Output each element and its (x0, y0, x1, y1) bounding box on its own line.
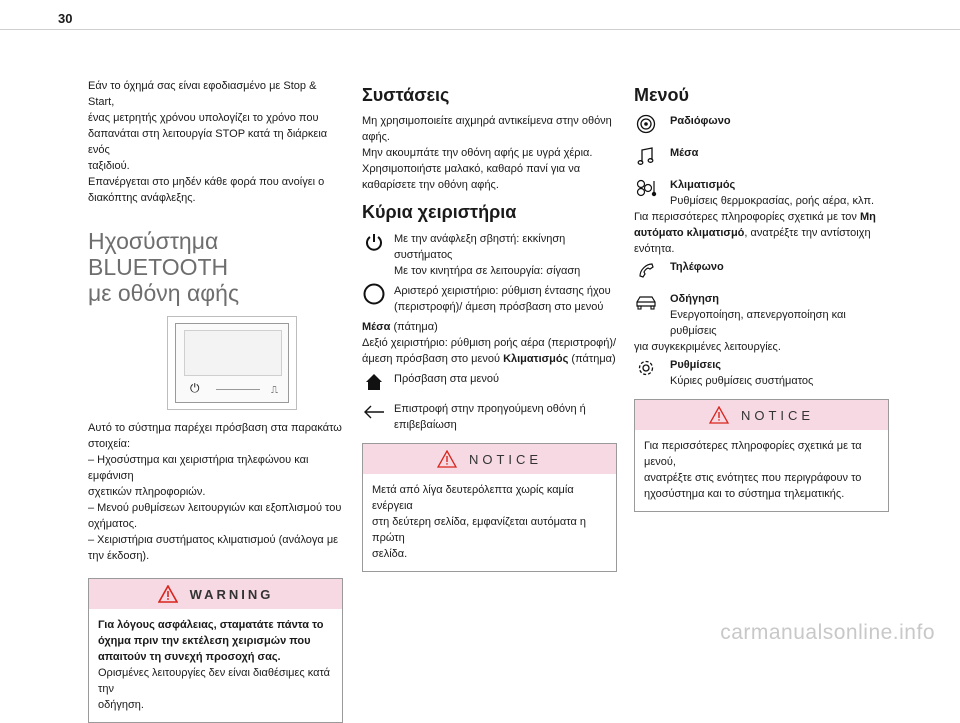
warning-line: οδήγηση. (98, 699, 144, 711)
phone-label: Τηλέφωνο (670, 261, 724, 273)
back-text (394, 401, 586, 433)
header-rule (0, 29, 960, 30)
right-knob-pre: άμεση πρόσβαση στο μενού (362, 353, 504, 365)
back-arrow-icon (362, 401, 386, 423)
knob-icon (362, 283, 386, 305)
climate-text (670, 177, 874, 209)
rec-line: Μην ακουμπάτε την οθόνη αφής με υγρά χέρια. (362, 147, 593, 159)
usb-icon: ⎍ (271, 385, 278, 396)
section-heading-recommendations: Συστάσεις (362, 85, 450, 105)
body-line: οχήματος. (88, 518, 138, 530)
body-line: σχετικών πληροφοριών. (88, 486, 206, 498)
warning-header (89, 579, 342, 609)
menu-climate (634, 177, 889, 209)
car-icon (634, 291, 658, 313)
climate-desc: Ρυθμίσεις θερμοκρασίας, ροής αέρα, κλπ. (670, 195, 875, 207)
menu-settings (634, 357, 889, 389)
gear-icon (634, 357, 658, 379)
climate-label: Κλιματισμός (670, 179, 736, 191)
driving-desc: Ενεργοποίηση, απενεργοποίηση και ρυθμίσεις (670, 309, 846, 337)
notice-box (362, 443, 617, 572)
column-2 (362, 84, 617, 572)
notice-line: ηχοσύστημα και το σύστημα τηλεματικής. (644, 488, 845, 500)
right-knob-line: Δεξιό χειριστήριο: ρύθμιση ροής αέρα (περιστροφή)/ (362, 337, 617, 349)
power-icon: ⏻ (190, 381, 200, 395)
media-label: Μέσα (670, 147, 699, 159)
power-line: Με τον κινητήρα σε λειτουργία: σίγαση (394, 265, 581, 277)
menu-driving (634, 291, 889, 339)
home-line: Πρόσβαση στα μενού (394, 373, 500, 385)
power-line: Με την ανάφλεξη σβηστή: εκκίνηση συστήματος (394, 233, 566, 261)
rec-line: Μη χρησιμοποιείτε αιχμηρά αντικείμενα στην οθόνη (362, 115, 612, 127)
intro-line: δαπανάται στη λειτουργία STOP κατά τη διάρκεια ενός (88, 128, 328, 156)
warning-bold-line: όχημα πριν την εκτέλεση χειρισμών που (98, 635, 311, 647)
settings-desc: Κύριες ρυθμίσεις συστήματος (670, 375, 814, 387)
driving-text (670, 291, 889, 339)
power-control-row (362, 231, 617, 279)
knob-control-row (362, 283, 617, 315)
body-line: – Χειριστήρια συστήματος κλιματισμού (ανάλογα με (88, 534, 339, 546)
home-control-row (362, 371, 617, 393)
page-number: 30 (58, 11, 73, 26)
intro-line: Εάν το όχημά σας είναι εφοδιασμένο με Stop & Start, (88, 80, 317, 108)
knob-text (394, 283, 611, 315)
watermark: carmanualsonline.info (720, 621, 935, 644)
body-line: την έκδοση). (88, 550, 150, 562)
power-text (394, 231, 617, 279)
climate-more-bold: Μη (859, 211, 876, 223)
warning-bold-line: απαιτούν τη συνεχή προσοχή σας. (98, 651, 281, 663)
section-heading-main-controls: Κύρια χειριστήρια (362, 202, 517, 222)
media-rest: (πάτημα) (390, 321, 438, 333)
audio-unit-body (175, 323, 289, 403)
notice-line: στη δεύτερη σελίδα, εμφανίζεται αυτόματα η πρώτη (372, 516, 587, 544)
knob-line: (περιστροφή)/ άμεση πρόσβαση στο μενού (394, 301, 604, 313)
back-line: Επιστροφή στην προηγούμενη οθόνη ή (394, 403, 586, 415)
music-note-icon (634, 145, 658, 167)
climate-more-line: ενότητα. (634, 243, 675, 255)
intro-line: Επανέργεται στο μηδέν κάθε φορά που ανοίγει ο (88, 176, 325, 188)
rec-line: Χρησιμοποιήστε μαλακό, καθαρό πανί για να (362, 163, 581, 175)
warning-line: Ορισμένες λειτουργίες δεν είναι διαθέσιμες κατά την (98, 667, 331, 695)
notice-box (634, 399, 889, 512)
driving-desc: για συγκεκριμένες λειτουργίες. (634, 341, 781, 353)
column-3 (634, 84, 889, 512)
climate-more-post: , ανατρέξτε την αντίστοιχη (744, 227, 871, 239)
notice-line: ανατρέξτε στις ενότητες που περιγράφουν το (644, 472, 862, 484)
warning-bold-line: Για λόγους ασφάλειας, σταματάτε πάντα το (98, 619, 324, 631)
notice-line: Μετά από λίγα δευτερόλεπτα χωρίς καμία ενέργεια (372, 484, 574, 512)
climate-fan-icon (634, 177, 658, 199)
power-icon (362, 231, 386, 253)
section-heading-bluetooth (88, 228, 343, 306)
section-heading-menus: Μενού (634, 85, 690, 105)
notice-triangle-icon (709, 406, 729, 424)
radio-icon (634, 113, 658, 135)
heading-line: Ηχοσύστημα BLUETOOTH (88, 228, 229, 280)
body-line: – Ηχοσύστημα και χειριστήρια τηλεφώνου και εμφάνιση (88, 454, 309, 482)
notice-title: NOTICE (468, 451, 543, 467)
rec-line: καθαρίσετε την οθόνη αφής. (362, 179, 499, 191)
notice-triangle-icon (437, 450, 457, 468)
driving-label: Οδήγηση (670, 293, 720, 305)
settings-label: Ρυθμίσεις (670, 359, 721, 371)
knob-line: Αριστερό χειριστήριο: ρύθμιση έντασης ήχου (394, 285, 611, 297)
climate-more-bold: αυτόματο κλιματισμό (634, 227, 745, 239)
climate-more-line (634, 225, 889, 241)
notice-body (363, 474, 616, 571)
notice-header (363, 444, 616, 474)
menu-media (634, 145, 889, 167)
notice-title: NOTICE (740, 407, 815, 423)
notice-line: Για περισσότερες πληροφορίες σχετικά με τα μενού, (644, 440, 862, 468)
intro-line: ταξιδιού. (88, 160, 130, 172)
notice-body (635, 430, 888, 511)
rec-line: αφής. (362, 131, 390, 143)
media-bold: Μέσα (362, 321, 391, 333)
media-press-line (362, 319, 617, 335)
right-knob-line (362, 351, 617, 367)
home-icon (362, 371, 386, 393)
body-line: – Μενού ρυθμίσεων λειτουργιών και εξοπλισμού του (88, 502, 342, 514)
climate-bold: Κλιματισμός (503, 353, 569, 365)
audio-unit-illustration (167, 316, 297, 410)
notice-line: σελίδα. (372, 548, 408, 560)
warning-title: WARNING (189, 586, 274, 602)
radio-label: Ραδιόφωνο (670, 115, 731, 127)
climate-more-line (634, 209, 889, 225)
body-line: Αυτό το σύστημα παρέχει πρόσβαση στα παρακάτω (88, 422, 342, 434)
warning-box (88, 578, 343, 723)
heading-line: με οθόνη αφής (88, 280, 240, 306)
warning-body (89, 609, 342, 722)
back-line: επιβεβαίωση (394, 419, 457, 431)
settings-text (670, 357, 813, 389)
menu-radio (634, 113, 889, 135)
panel-line (216, 389, 260, 390)
intro-line: ένας μετρητής χρόνου υπολογίζει το χρόνο που (88, 112, 319, 124)
right-knob-post: (πάτημα) (568, 353, 616, 365)
touch-screen-display (184, 330, 282, 376)
phone-icon (634, 259, 658, 281)
intro-line: διακόπτης ανάφλεξης. (88, 192, 196, 204)
climate-more-pre: Για περισσότερες πληροφορίες σχετικά με τον (634, 211, 860, 223)
menu-phone (634, 259, 889, 281)
notice-header (635, 400, 888, 430)
body-line: στοιχεία: (88, 438, 131, 450)
warning-triangle-icon (158, 585, 178, 603)
back-control-row (362, 401, 617, 433)
column-1 (88, 78, 343, 723)
